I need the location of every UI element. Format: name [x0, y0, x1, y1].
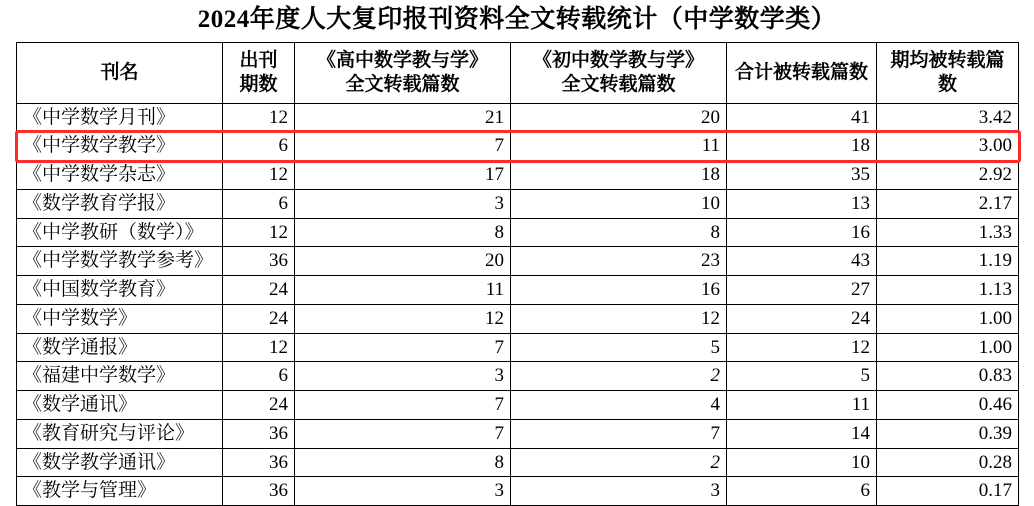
cell-average-count: 1.19	[877, 247, 1019, 276]
page-title: 2024年度人大复印报刊资料全文转载统计（中学数学类）	[0, 0, 1034, 42]
cell-issue-count: 36	[223, 419, 295, 448]
column-header-line2: 期数	[229, 73, 288, 97]
table-row	[17, 333, 1019, 362]
table-header	[17, 42, 1019, 103]
cell-journal-name: 《中学数学》	[17, 304, 223, 333]
table-row	[17, 276, 1019, 305]
cell-total-count: 18	[727, 132, 877, 161]
cell-journal-name: 《数学教学通讯》	[17, 448, 223, 477]
cell-middle-school-count: 23	[511, 247, 727, 276]
cell-high-school-count: 3	[295, 362, 511, 391]
table-row	[17, 419, 1019, 448]
table-row	[17, 391, 1019, 420]
table-row	[17, 218, 1019, 247]
cell-total-count: 16	[727, 218, 877, 247]
cell-high-school-count: 20	[295, 247, 511, 276]
cell-journal-name: 《福建中学数学》	[17, 362, 223, 391]
cell-issue-count: 6	[223, 362, 295, 391]
cell-journal-name: 《教育研究与评论》	[17, 419, 223, 448]
cell-high-school-count: 12	[295, 304, 511, 333]
cell-high-school-count: 8	[295, 448, 511, 477]
column-header-journal-name	[17, 42, 223, 103]
cell-journal-name: 《中学数学教学》	[17, 132, 223, 161]
cell-issue-count: 12	[223, 333, 295, 362]
cell-journal-name: 《中学数学杂志》	[17, 161, 223, 190]
cell-high-school-count: 7	[295, 333, 511, 362]
cell-high-school-count: 3	[295, 189, 511, 218]
cell-total-count: 41	[727, 103, 877, 132]
cell-journal-name: 《中学教研（数学）》	[17, 218, 223, 247]
cell-middle-school-count: 11	[511, 132, 727, 161]
cell-high-school-count: 7	[295, 419, 511, 448]
cell-high-school-count: 21	[295, 103, 511, 132]
cell-total-count: 35	[727, 161, 877, 190]
cell-journal-name: 《数学通讯》	[17, 391, 223, 420]
cell-journal-name: 《中学数学月刊》	[17, 103, 223, 132]
cell-middle-school-count: 2	[511, 448, 727, 477]
table-row	[17, 103, 1019, 132]
cell-middle-school-count: 2	[511, 362, 727, 391]
cell-middle-school-count: 16	[511, 276, 727, 305]
cell-journal-name: 《数学教育学报》	[17, 189, 223, 218]
column-header-issue-count	[223, 42, 295, 103]
cell-journal-name: 《中国数学教育》	[17, 276, 223, 305]
cell-total-count: 24	[727, 304, 877, 333]
cell-total-count: 12	[727, 333, 877, 362]
cell-middle-school-count: 10	[511, 189, 727, 218]
table-row	[17, 161, 1019, 190]
cell-high-school-count: 8	[295, 218, 511, 247]
table-row	[17, 362, 1019, 391]
table-row	[17, 189, 1019, 218]
cell-total-count: 11	[727, 391, 877, 420]
cell-high-school-count: 7	[295, 132, 511, 161]
table-row	[17, 304, 1019, 333]
cell-high-school-count: 11	[295, 276, 511, 305]
column-header-line1: 合计被转载篇数	[733, 61, 870, 85]
cell-average-count: 0.46	[877, 391, 1019, 420]
cell-average-count: 2.17	[877, 189, 1019, 218]
cell-issue-count: 24	[223, 276, 295, 305]
column-header-line1: 期均被转载篇数	[883, 49, 1012, 97]
column-header-line1: 《初中数学教与学》	[517, 49, 720, 73]
cell-middle-school-count: 8	[511, 218, 727, 247]
cell-issue-count: 6	[223, 189, 295, 218]
cell-average-count: 1.13	[877, 276, 1019, 305]
cell-total-count: 13	[727, 189, 877, 218]
cell-high-school-count: 17	[295, 161, 511, 190]
cell-issue-count: 36	[223, 448, 295, 477]
cell-total-count: 14	[727, 419, 877, 448]
cell-middle-school-count: 20	[511, 103, 727, 132]
table-header-row	[17, 42, 1019, 103]
cell-issue-count: 6	[223, 132, 295, 161]
cell-average-count: 3.00	[877, 132, 1019, 161]
column-header-line1: 刊名	[23, 61, 216, 85]
cell-average-count: 2.92	[877, 161, 1019, 190]
cell-total-count: 6	[727, 477, 877, 506]
table-row	[17, 132, 1019, 161]
reprint-statistics-table	[16, 42, 1019, 506]
cell-issue-count: 24	[223, 391, 295, 420]
column-header-high-school	[295, 42, 511, 103]
column-header-line2: 全文转载篇数	[301, 73, 504, 97]
cell-middle-school-count: 12	[511, 304, 727, 333]
table-body	[17, 103, 1019, 506]
cell-middle-school-count: 18	[511, 161, 727, 190]
cell-middle-school-count: 4	[511, 391, 727, 420]
cell-total-count: 5	[727, 362, 877, 391]
cell-journal-name: 《中学数学教学参考》	[17, 247, 223, 276]
cell-average-count: 0.83	[877, 362, 1019, 391]
cell-journal-name: 《数学通报》	[17, 333, 223, 362]
column-header-average	[877, 42, 1019, 103]
cell-average-count: 1.00	[877, 304, 1019, 333]
column-header-total	[727, 42, 877, 103]
cell-issue-count: 24	[223, 304, 295, 333]
cell-issue-count: 36	[223, 477, 295, 506]
column-header-line1: 出刊	[229, 49, 288, 73]
cell-middle-school-count: 5	[511, 333, 727, 362]
cell-issue-count: 12	[223, 161, 295, 190]
table-row	[17, 448, 1019, 477]
cell-issue-count: 12	[223, 103, 295, 132]
cell-journal-name: 《教学与管理》	[17, 477, 223, 506]
cell-middle-school-count: 7	[511, 419, 727, 448]
cell-total-count: 10	[727, 448, 877, 477]
cell-average-count: 0.17	[877, 477, 1019, 506]
cell-total-count: 43	[727, 247, 877, 276]
cell-average-count: 3.42	[877, 103, 1019, 132]
cell-issue-count: 12	[223, 218, 295, 247]
cell-average-count: 1.00	[877, 333, 1019, 362]
table-row	[17, 247, 1019, 276]
cell-high-school-count: 3	[295, 477, 511, 506]
cell-middle-school-count: 3	[511, 477, 727, 506]
cell-total-count: 27	[727, 276, 877, 305]
cell-average-count: 0.28	[877, 448, 1019, 477]
cell-average-count: 0.39	[877, 419, 1019, 448]
cell-high-school-count: 7	[295, 391, 511, 420]
column-header-middle-school	[511, 42, 727, 103]
column-header-line1: 《高中数学教与学》	[301, 49, 504, 73]
cell-issue-count: 36	[223, 247, 295, 276]
column-header-line2: 全文转载篇数	[517, 73, 720, 97]
cell-average-count: 1.33	[877, 218, 1019, 247]
table-row	[17, 477, 1019, 506]
